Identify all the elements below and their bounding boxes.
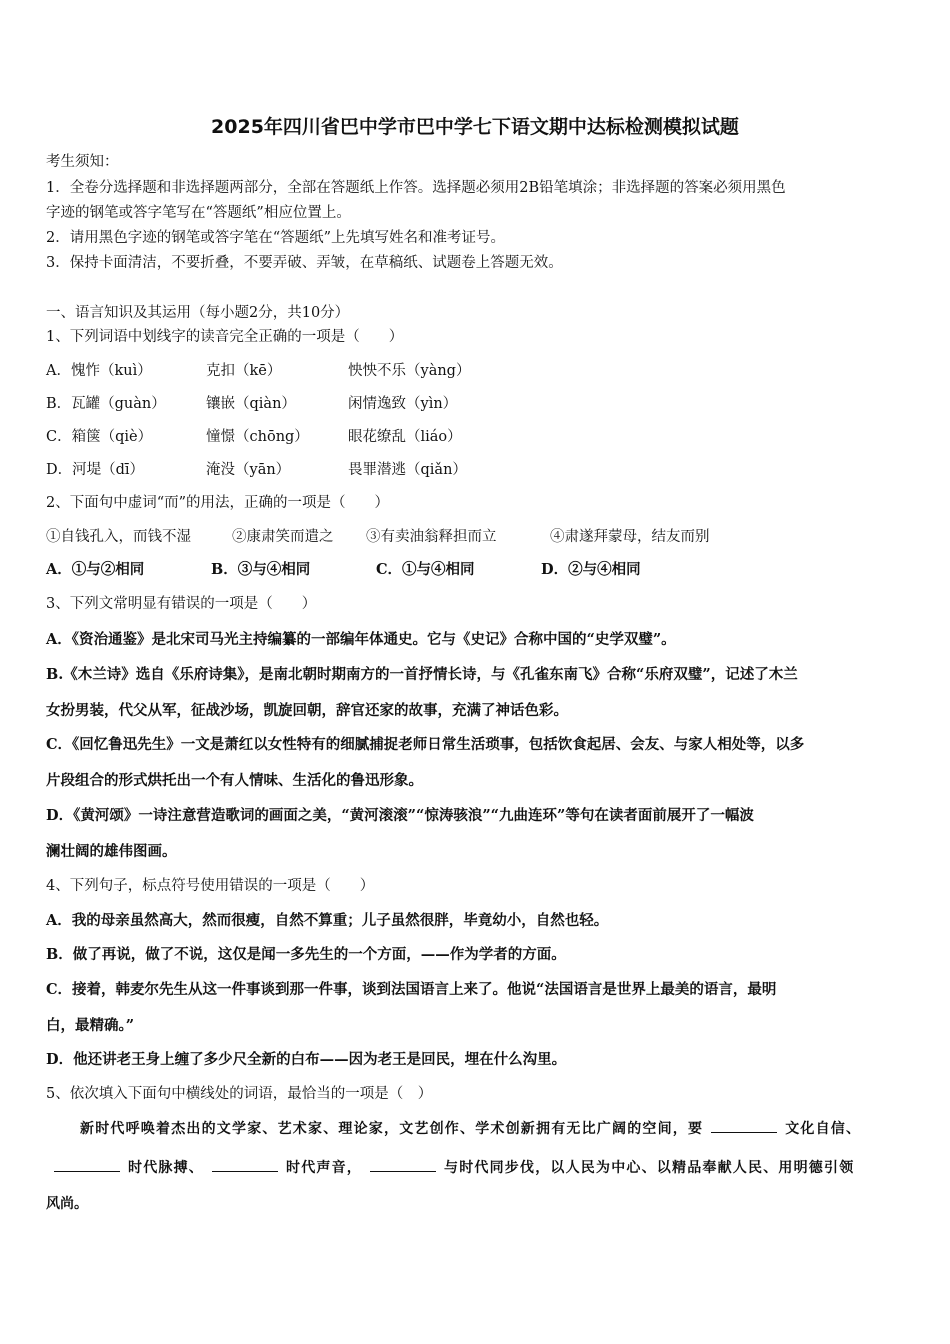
- notice-heading: 考生须知：: [46, 154, 119, 170]
- sentence-item: ②康肃笑而遣之: [232, 529, 334, 545]
- option-row: [46, 394, 457, 414]
- passage-line: [46, 1157, 854, 1178]
- option-cell: 怏怏不乐（yàng）: [348, 363, 471, 379]
- option-cell: 闲情逸致（yìn）: [348, 396, 458, 412]
- passage-line: 风尚。: [46, 1196, 88, 1212]
- answer-line: B．做了再说，做了不说，这仅是闻一多先生的一个方面，——作为学者的方面。: [46, 946, 566, 963]
- answer-line: A．我的母亲虽然高大，然而很瘦，自然不算重；儿子虽然很胖，毕竟幼小，自然也轻。: [46, 912, 609, 929]
- fill-blank: [212, 1157, 278, 1172]
- option-cell: B．瓦罐（guàn）: [46, 396, 166, 412]
- page-title: 2025年四川省巴中学市巴中学七下语文期中达标检测模拟试题: [211, 116, 739, 138]
- option-cell: D．河堤（dī）: [46, 462, 145, 478]
- option-cell: 淹没（yān）: [206, 462, 291, 478]
- answer-line: B.《木兰诗》选自《乐府诗集》，是南北朝时期南方的一首抒情长诗，与《孔雀东南飞》合称“乐府双璧”，记述了木兰: [46, 666, 798, 683]
- option-row: [46, 427, 462, 447]
- answer-line: 女扮男装，代父从军，征战沙场，凯旋回朝，辞官还家的故事，充满了神话色彩。: [46, 702, 568, 719]
- section-heading: 一、语言知识及其运用（每小题2分，共10分）: [46, 305, 350, 321]
- question-stem: 2、下面句中虚词“而”的用法，正确的一项是（ ）: [46, 495, 390, 511]
- option-row: [46, 560, 641, 580]
- passage-text: 文化自信、: [785, 1121, 862, 1137]
- notice-item: 2．请用黑色字迹的钢笔或答字笔在“答题纸”上先填写姓名和准考证号。: [46, 230, 506, 246]
- option-cell: 克扣（kē）: [206, 363, 282, 379]
- notice-item: 1．全卷分选择题和非选择题两部分，全部在答题纸上作答。选择题必须用2B铅笔填涂；非选择题的答案必须用黑色: [46, 180, 786, 196]
- option-cell: A．愧怍（kuì）: [46, 363, 152, 379]
- question-stem: 5、依次填入下面句中横线处的词语，最恰当的一项是（ ）: [46, 1086, 433, 1102]
- question-stem: 1、下列词语中划线字的读音完全正确的一项是（ ）: [46, 329, 404, 345]
- passage-text: 与时代同步伐，以人民为中心、以精品奉献人民、用明德引领: [444, 1160, 855, 1176]
- option-b: B．③与④相同: [211, 561, 311, 578]
- option-d: D．②与④相同: [541, 561, 641, 578]
- answer-line: 片段组合的形式烘托出一个有人情味、生活化的鲁迅形象。: [46, 772, 423, 789]
- question-stem: 3、下列文常明显有错误的一项是（ ）: [46, 596, 317, 612]
- answer-line: D．《黄河颂》一诗注意营造歌词的画面之美，“黄河滚滚”“惊涛骇浪”“九曲连环”等句在读者面前展开了一幅波: [46, 807, 754, 824]
- sentence-item: ④肃遂拜蒙母，结友而别: [550, 529, 710, 545]
- answer-line: C．《回忆鲁迅先生》一文是萧红以女性特有的细腻捕捉老师日常生活琐事，包括饮食起居、会友、与家人相处等，以多: [46, 736, 805, 753]
- option-a: A．①与②相同: [46, 561, 145, 578]
- sentence-item: ③有卖油翁释担而立: [366, 529, 497, 545]
- fill-blank: [370, 1157, 436, 1172]
- option-cell: 畏罪潜逃（qiǎn）: [348, 462, 467, 478]
- passage-text: 时代脉搏、: [128, 1160, 204, 1176]
- option-cell: 镶嵌（qiàn）: [206, 396, 296, 412]
- passage-text: 新时代呼唤着杰出的文学家、艺术家、理论家，文艺创作、学术创新拥有无比广阔的空间，要: [80, 1121, 704, 1137]
- option-cell: 眼花缭乱（liáo）: [348, 429, 462, 445]
- notice-item: 3．保持卡面清洁，不要折叠，不要弄破、弄皱，在草稿纸、试题卷上答题无效。: [46, 255, 563, 271]
- fill-blank: [711, 1118, 777, 1133]
- answer-line: D．他还讲老王身上缠了多少尺全新的白布——因为老王是回民，埋在什么沟里。: [46, 1051, 567, 1068]
- answer-line: 白，最精确。”: [46, 1017, 135, 1034]
- answer-line: C．接着，韩麦尔先生从这一件事谈到那一件事，谈到法国语言上来了。他说“法国语言是世界上最美的语言，最明: [46, 981, 777, 998]
- fill-blank: [54, 1157, 120, 1172]
- sentence-item: ①自钱孔入，而钱不湿: [46, 529, 191, 545]
- option-c: C．①与④相同: [376, 561, 475, 578]
- option-row: [46, 361, 470, 381]
- notice-item: 字迹的钢笔或答字笔写在“答题纸”相应位置上。: [46, 205, 351, 221]
- option-cell: C．箱箧（qiè）: [46, 429, 153, 445]
- question-stem: 4、下列句子，标点符号使用错误的一项是（ ）: [46, 878, 375, 894]
- option-row: [46, 460, 467, 480]
- sentence-row: [46, 527, 710, 547]
- answer-line: 澜壮阔的雄伟图画。: [46, 843, 177, 860]
- passage-line: [80, 1118, 861, 1139]
- answer-line: A．《资治通鉴》是北宋司马光主持编纂的一部编年体通史。它与《史记》合称中国的“史学双璧”。: [46, 631, 676, 648]
- passage-text: 时代声音，: [286, 1160, 362, 1176]
- option-cell: 憧憬（chōng）: [206, 429, 309, 445]
